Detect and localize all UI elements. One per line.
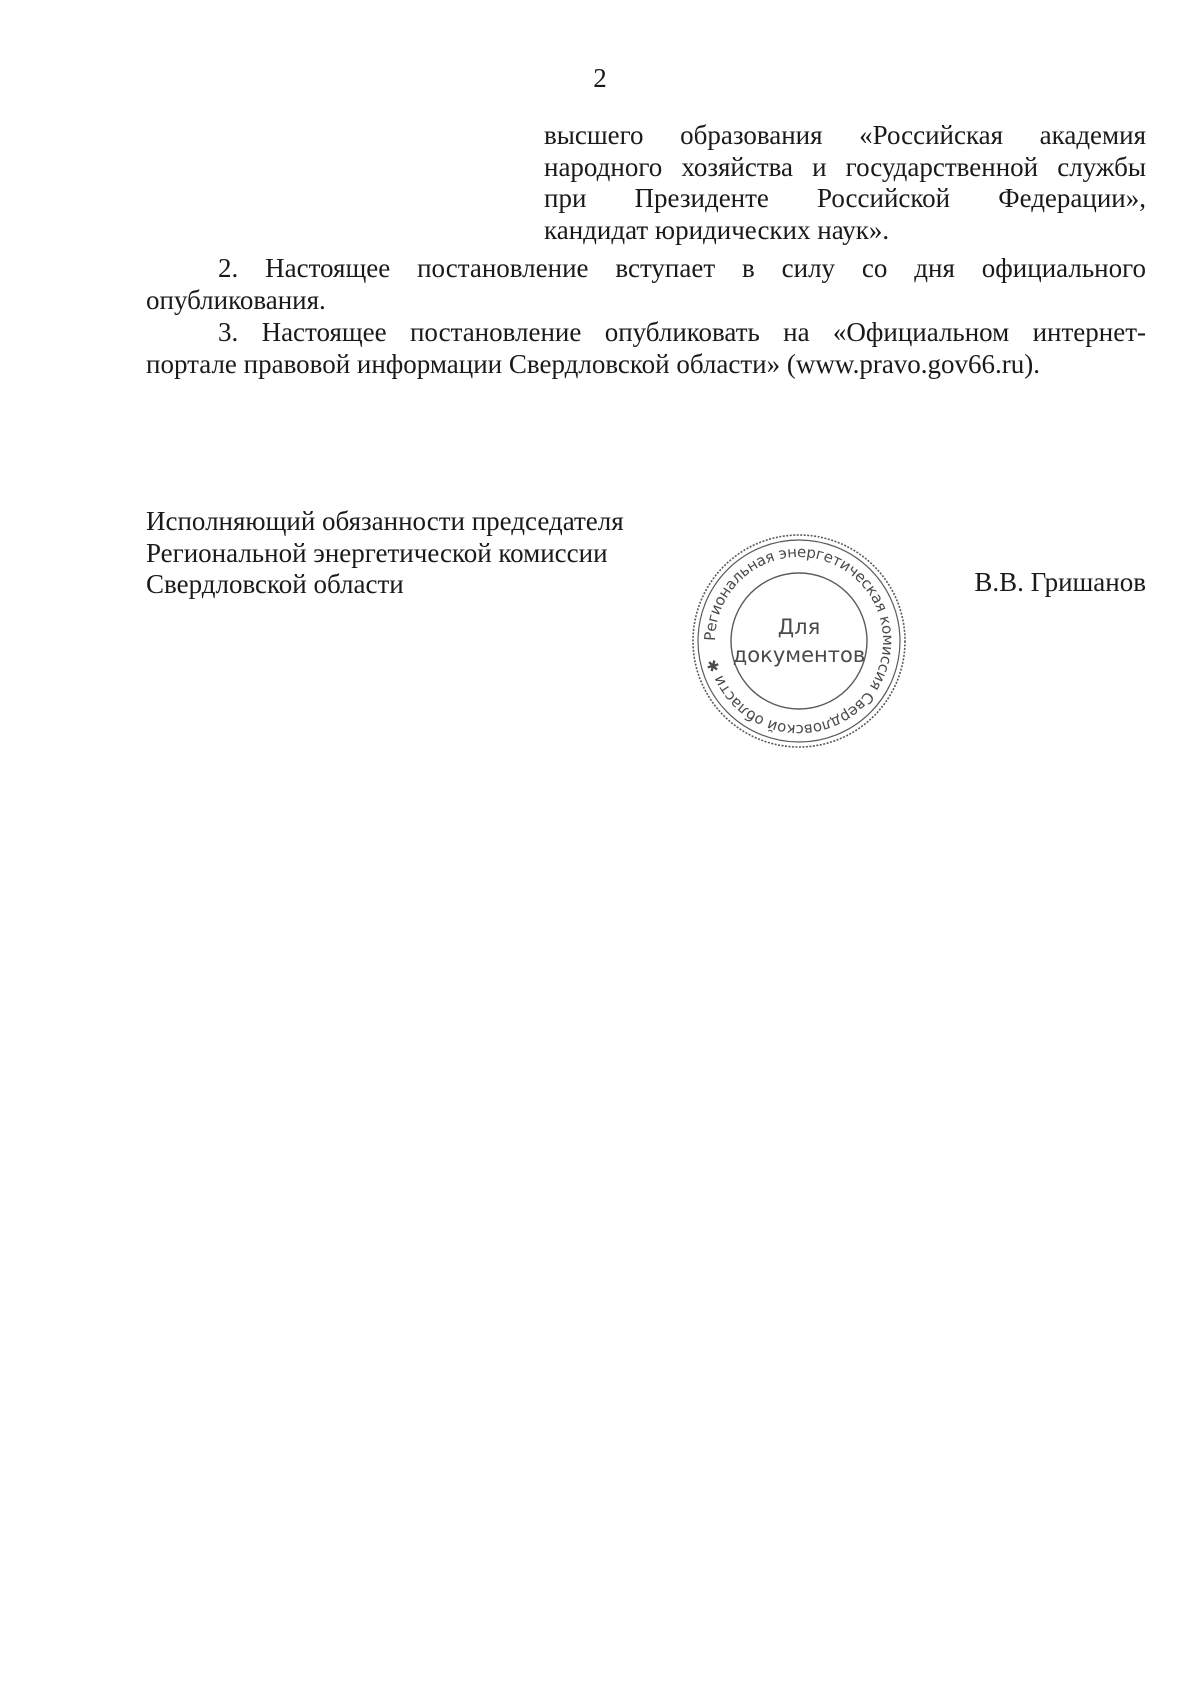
paragraph-line: портале правовой информации Свердловской области» (www.pravo.gov66.ru). [146,348,1041,379]
signer-position-line: Региональной энергетической комиссии [146,537,608,568]
paragraph-line: опубликования. [146,284,326,315]
page-number: 2 [593,63,607,93]
appointee-description-continuation [544,120,1146,246]
continuation-line: народного хозяйства и государственной службы [544,151,1146,182]
stamp-center-line: Для [777,615,821,639]
paragraph-effective-date [146,253,1146,316]
paragraph-publication [146,317,1146,380]
continuation-line: высшего образования «Российская академия [544,120,1146,150]
stamp-center-line: документов [732,643,866,667]
signer-position-line: Исполняющий обязанности председателя [146,506,624,536]
signer-name: В.В. Гришанов [974,567,1146,597]
signer-position [146,506,624,601]
paragraph-line: 3. Настоящее постановление опубликовать на «Официальном интернет- [218,317,1146,347]
stamp-seal-icon [688,530,910,752]
stamp-ring-text: Региональная энергетическая комиссия Свердловской области ✱ [700,542,898,740]
continuation-line: кандидат юридических наук». [544,214,890,245]
continuation-line: при Президенте Российской Федерации», [544,183,1146,213]
signer-position-line: Свердловской области [146,569,404,599]
paragraph-line: 2. Настоящее постановление вступает в силу со дня официального [218,253,1146,283]
official-stamp [688,530,910,752]
